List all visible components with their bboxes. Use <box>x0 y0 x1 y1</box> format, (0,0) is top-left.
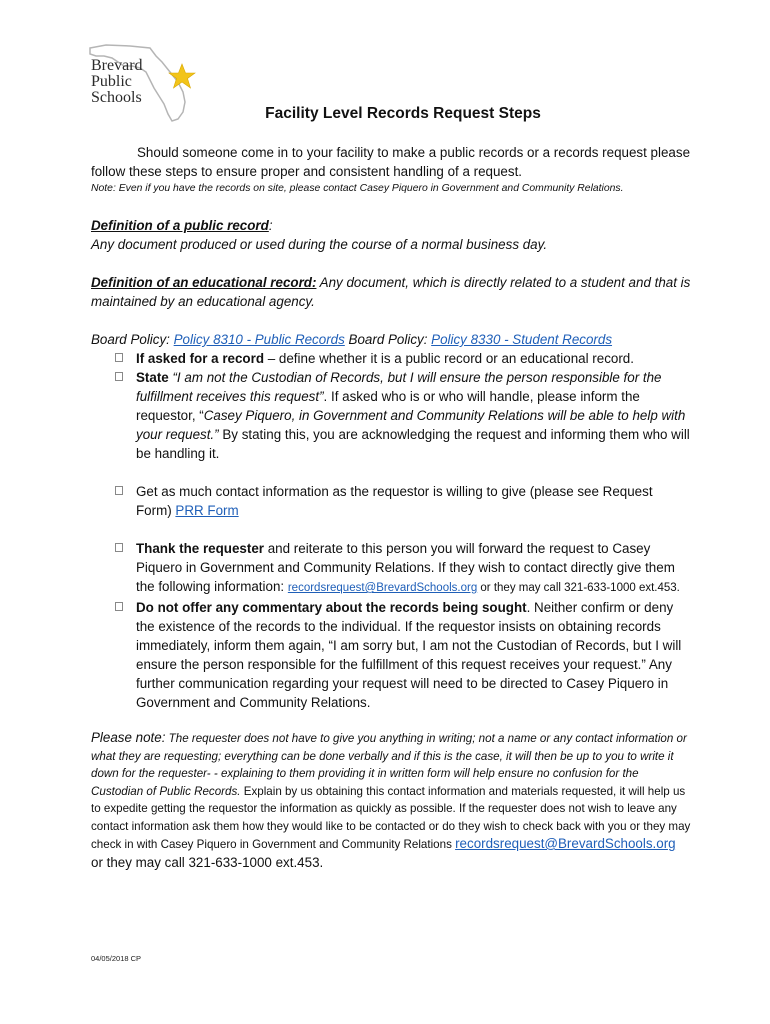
step-thank-requester <box>91 539 691 598</box>
educational-record-definition <box>91 273 691 311</box>
step-contact-info <box>91 482 691 520</box>
records-email-link[interactable]: recordsrequest@BrevardSchools.org <box>287 582 478 594</box>
footer-date: 04/05/2018 CP <box>91 954 142 963</box>
step-2-text-2: By stating this, you are acknowledging the request and informing them who will be handling it. <box>136 427 690 461</box>
logo-text <box>91 58 143 106</box>
please-note-text: Explain by us obtaining this contact information and materials requested, it will help us to expedite getting the requestor the information as quickly as possible. If the requester does not wish to leave any contact information ask them how they would like to be contacted or do they wish to check back with you or they may check in with Casey Piquero in Government and Community Relations <box>91 784 691 851</box>
checkbox-bullet-icon <box>115 543 123 552</box>
records-email-link-2[interactable]: recordsrequest@BrevardSchools.org <box>455 836 676 851</box>
step-2-text-1: . If asked who is or who will handle, please inform the requestor, “ <box>136 389 640 423</box>
board-policy-label-2: Board Policy: <box>344 332 432 347</box>
step-4-text-2: or they may call 321-633-1000 ext.453. <box>477 582 680 594</box>
educational-record-text: Any document, which is directly related to a student and that is maintained by an educational agency. <box>91 275 691 309</box>
step-3-text: Get as much contact information as the requestor is willing to give (please see Request Form) <box>136 484 653 518</box>
steps-list <box>91 349 691 712</box>
checkbox-bullet-icon <box>115 602 123 611</box>
please-note-italic: The requester does not have to give you anything in writing; not a name or any contact information or what they are requesting; everything can be done verbally and if this is the case, it will then be up to you to write it down for the requester- - explaining to them providing it in written form will help ensure no confusion for the Custodian of Public Records. <box>91 732 687 798</box>
public-record-heading: Definition of a public record <box>91 218 269 233</box>
please-note-lead: Please note: <box>91 730 166 745</box>
intro-paragraph: Should someone come in to your facility to make a public records or a records request please follow these steps to ensure proper and consistent handling of a request. <box>91 145 691 179</box>
logo-line-public: Public <box>91 73 132 90</box>
public-record-text: Any document produced or used during the course of a normal business day. <box>91 237 548 252</box>
policy-8330-link[interactable]: Policy 8330 - Student Records <box>431 332 613 347</box>
policy-8310-link[interactable]: Policy 8310 - Public Records <box>173 332 345 347</box>
prr-form-link[interactable]: PRR Form <box>175 503 239 518</box>
step-2-italic-1: “I am not the Custodian of Records, but I will ensure the person responsible for the fulfillment receives this request” <box>136 370 662 404</box>
step-5-bold: Do not offer any commentary about the records being sought <box>136 600 527 615</box>
step-define-record <box>91 349 691 368</box>
please-note-paragraph <box>91 729 691 872</box>
public-record-colon: : <box>268 218 273 233</box>
page-title: Facility Level Records Request Steps <box>265 105 541 122</box>
step-2-bold: State <box>136 370 169 385</box>
board-policies-line <box>91 330 691 349</box>
step-1-bold: If asked for a record <box>136 351 265 366</box>
public-record-definition <box>91 216 691 254</box>
document-body <box>91 143 691 872</box>
checkbox-bullet-icon <box>115 372 123 381</box>
star-icon <box>169 64 195 88</box>
checkbox-bullet-icon <box>115 486 123 495</box>
step-2-italic-2: Casey Piquero, in Government and Community Relations will be able to help with your request.” <box>136 408 686 442</box>
step-state-custodian <box>91 368 691 463</box>
note-line: Note: Even if you have the records on site, please contact Casey Piquero in Government and Community Relations. <box>91 183 624 194</box>
step-no-commentary <box>91 598 691 712</box>
step-4-bold: Thank the requester <box>136 541 264 556</box>
educational-record-heading: Definition of an educational record: <box>91 275 317 290</box>
step-4-text-1: and reiterate to this person you will forward the request to Casey Piquero in Government and Community Relations. If they wish to contact directly give them the following information: <box>136 541 675 594</box>
please-note-end: or they may call 321-633-1000 ext.453. <box>91 854 324 870</box>
logo-line-schools: Schools <box>91 89 142 106</box>
checkbox-bullet-icon <box>115 353 123 362</box>
board-policy-label-1: Board Policy: <box>91 332 174 347</box>
step-5-text: . Neither confirm or deny the existence of the records to the individual. If the requestor insists on obtaining records immediately, inform them again, “I am sorry but, I am not the Custodian of Records, but I will ensure the person responsible for the fulfillment of this request receives your request.” Any further communication regarding your request will need to be directed to Casey Piquero in Government and Community Relations. <box>136 600 682 710</box>
logo-line-brevard: Brevard <box>91 57 143 74</box>
step-1-text: – define whether it is a public record or an educational record. <box>264 351 634 366</box>
